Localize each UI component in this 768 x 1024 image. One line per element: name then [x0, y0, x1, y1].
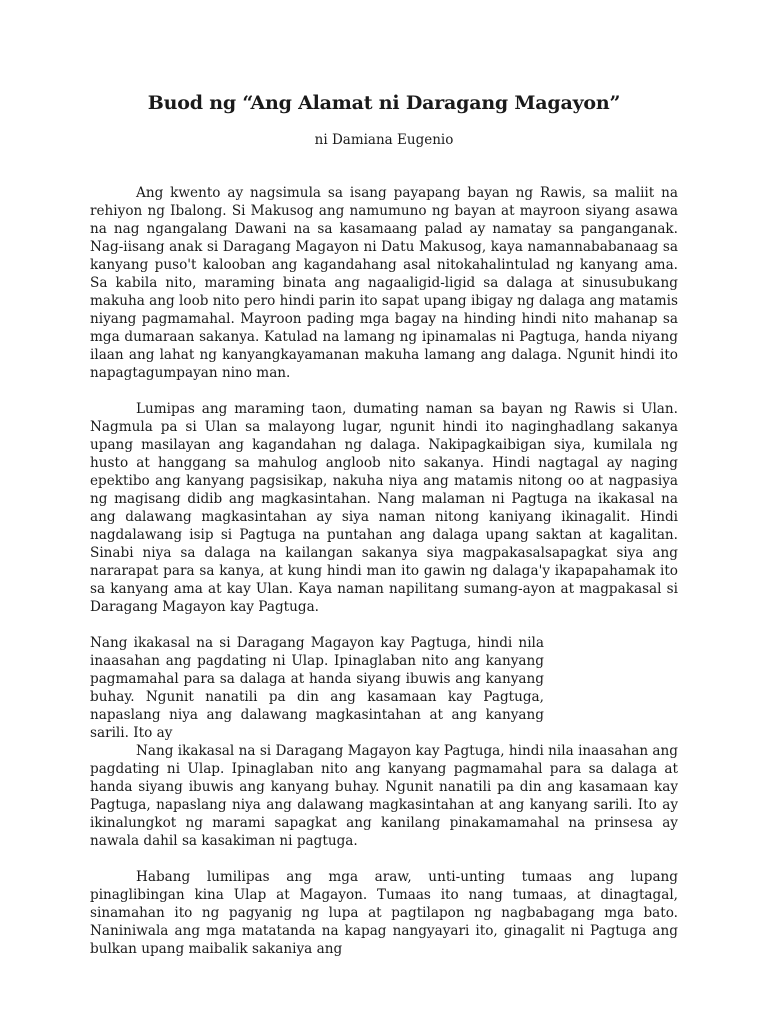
paragraph-3: Nang ikakasal na si Daragang Magayon kay Pagtuga, hindi nila inaasahan ang pagdating ni Ulap. Ipinaglaban nito ang kanyang pagmamahal para sa dalaga at handa siyang ibuwis ang kanyang buhay. Ngunit nanatili pa din ang kasamaan kay Pagtuga, napaslang niya ang dalawang magkasintahan at ang kanyang sarili. Ito ay ikinalungkot ng marami sapagkat ang kanilang pinakamamahal na prinsesa ay nawala dahil sa kasakiman ni pagtuga.: [90, 743, 678, 849]
document-author: ni Damiana Eugenio: [314, 132, 454, 148]
paragraph-1: Ang kwento ay nagsimula sa isang payapang bayan ng Rawis, sa maliit na rehiyon ng Ibalong. Si Makusog ang namumuno ng bayan at mayroon siyang asawa na nag ngangalang Dawani na sa kasamaang palad ay namatay sa panganganak. Nag-iisang anak si Daragang Magayon ni Datu Makusog, kaya namannababanaag sa kanyang puso't kalooban ang kagandahang asal nitokahalintulad ng kanyang ama. Sa kabila nito, maraming binata ang nagaaligid-ligid sa dalaga at sinusubukang makuha ang loob nito pero hindi parin ito sapat upang ibigay ng dalaga ang matamis niyang pagmamahal. Mayroon pading mga bagay na hinding hindi nito mahanap sa mga dumaraan sakanya. Katulad na lamang ng ipinamalas ni Pagtuga, handa niyang ilaan ang lahat ng kanyangkayamanan makuha lamang ang dalaga. Ngunit hindi ito napagtagumpayan nino man.: [90, 185, 678, 381]
unindented-paragraph: Nang ikakasal na si Daragang Magayon kay Pagtuga, hindi nila inaasahan ang pagdating ni Ulap. Ipinaglaban nito ang kanyang pagmamahal para sa dalaga at handa siyang ibuwis ang kanyang buhay. Ngunit nanatili pa din ang kasamaan kay Pagtuga, napaslang niya ang dalawang magkasintahan at ang kanyang sarili. Ito ay: [90, 635, 544, 741]
paragraph-2: Lumipas ang maraming taon, dumating naman sa bayan ng Rawis si Ulan. Nagmula pa si Ulan sa malayong lugar, ngunit hindi ito naginghadlang sakanya upang masilayan ang kagandahan ng dalaga. Nakipagkaibigan siya, kumilala ng husto at hanggang sa mahulog angloob nito sakanya. Hindi nagtagal ay naging epektibo ang kanyang pagsisikap, nakuha niya ang matamis nitong oo at nagpasiya ng magisang didib ang magkasintahan. Nang malaman ni Pagtuga na ikakasal na ang dalawang magkasintahan ay siya naman nitong kaniyang ikinagalit. Hindi nagdalawang isip si Pagtuga na puntahan ang dalaga upang saktan at kagalitan. Sinabi niya sa dalaga na kailangan sakanya siya magpakasalsapagkat siya ang nararapat para sa kanya, at kung hindi man ito gawin ng dalaga'y ikapapahamak ito sa kanyang ama at kay Ulan. Kaya naman napilitang sumang-ayon at magpakasal si Daragang Magayon kay Pagtuga.: [90, 401, 678, 615]
paragraph-4: Habang lumilipas ang mga araw, unti-unting tumaas ang lupang pinaglibingan kina Ulap at Magayon. Tumaas ito nang tumaas, at dinagtagal, sinamahan ito ng pagyanig ng lupa at pagtilapon ng nagbabagang mga bato. Naniniwala ang mga matatanda na kapag nangyayari ito, ginagalit ni Pagtuga ang bulkan upang maibalik sakaniya ang: [90, 869, 678, 957]
document-title: Buod ng “Ang Alamat ni Daragang Magayon”: [147, 92, 621, 114]
